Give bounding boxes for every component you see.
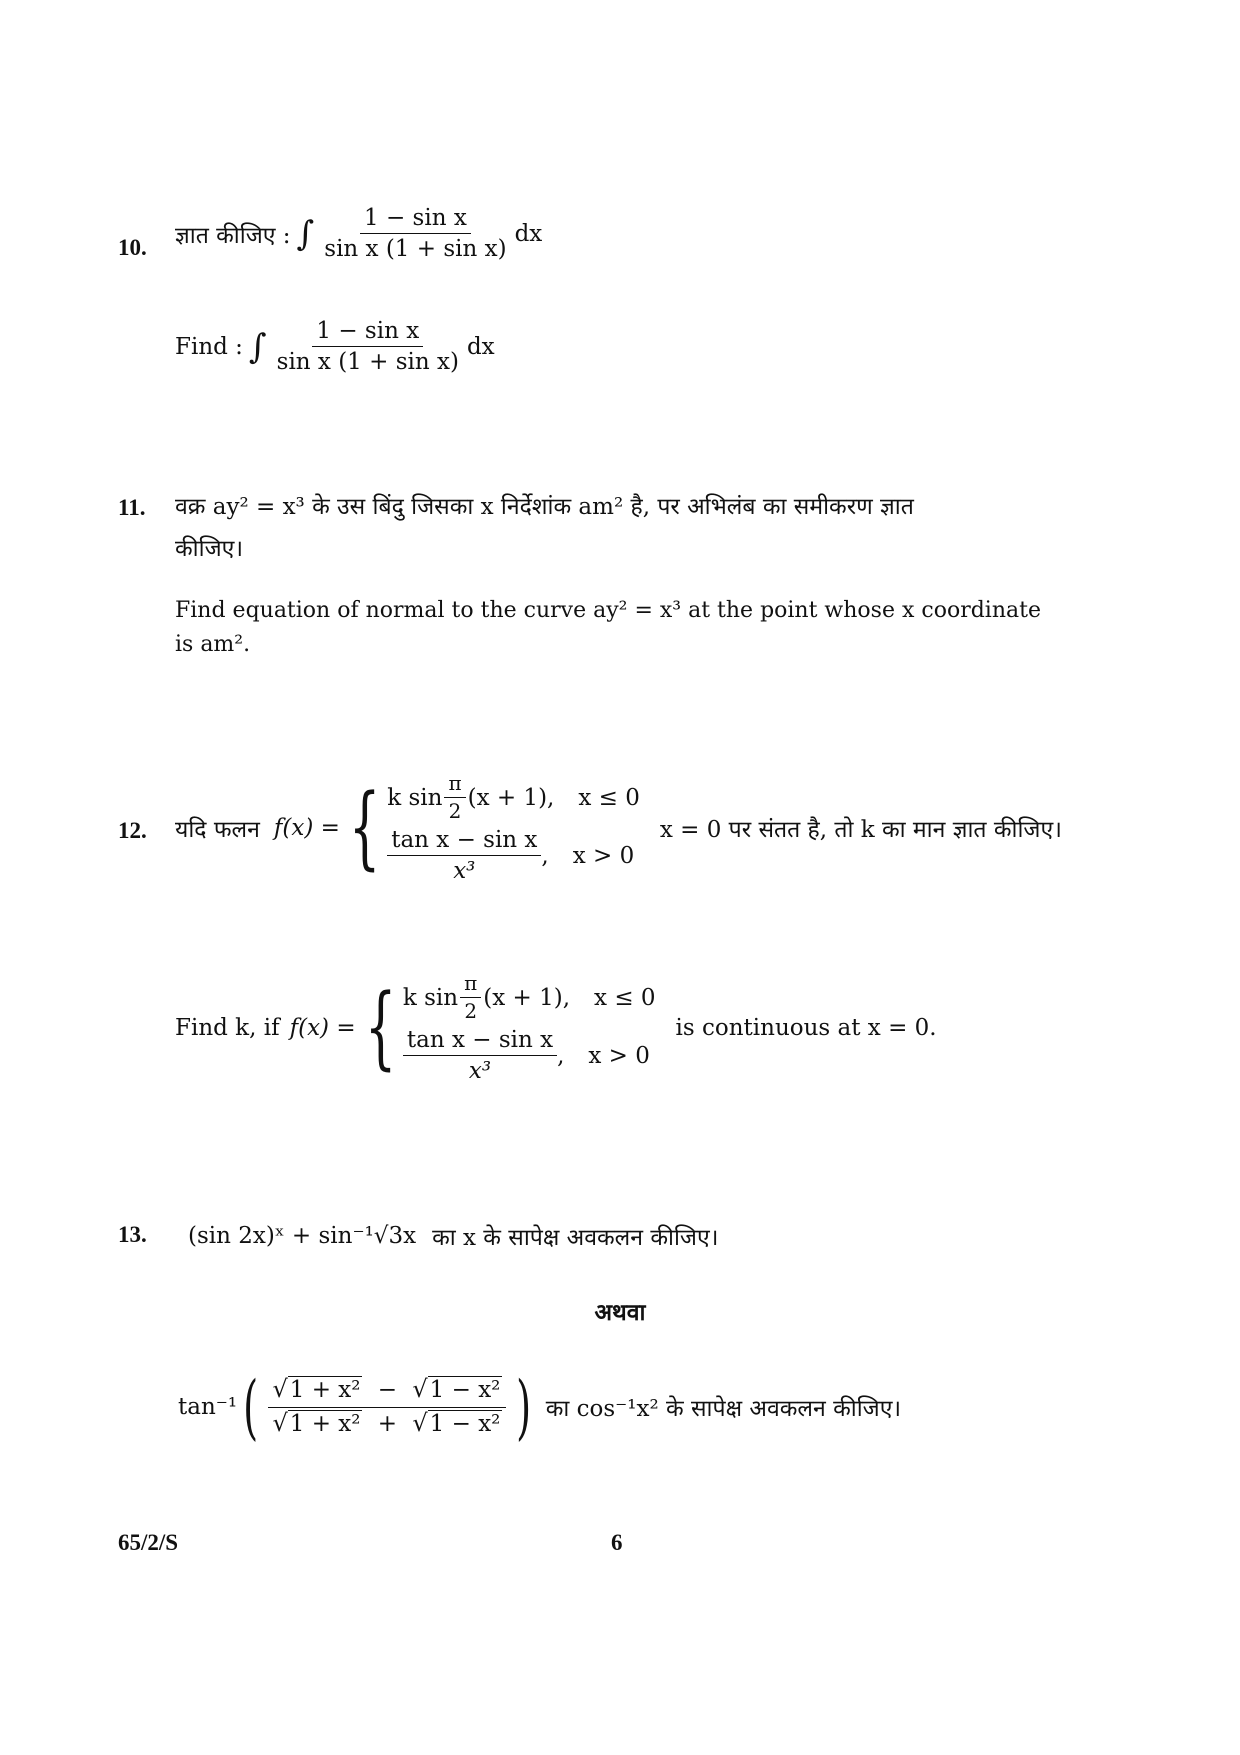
q11-english-line1: Find equation of normal to the curve ay² = x³ at the point whose x coordinate	[175, 598, 1041, 623]
fraction-denominator: 2	[464, 999, 478, 1023]
piecewise-cases	[387, 772, 640, 885]
q10-fraction	[320, 205, 510, 263]
sqrt: √ 1 − x²	[412, 1374, 501, 1403]
q11-english-line2: is am².	[175, 632, 251, 657]
comma: ,	[557, 1042, 565, 1069]
fraction-denominator	[268, 1408, 506, 1439]
fraction-denominator: x³	[453, 858, 476, 885]
fraction-numerator: π	[460, 972, 481, 998]
q11-hindi-text	[175, 486, 1075, 570]
question-number: 11.	[118, 495, 146, 520]
q12-hindi-prefix: यदि फलन	[175, 817, 260, 844]
q12-english-suffix: is continuous at x = 0.	[675, 1015, 937, 1042]
function-label: f(x) =	[289, 1015, 356, 1042]
fraction-denominator: 2	[448, 799, 462, 823]
q11-hindi-line2: कीजिए।	[175, 536, 244, 562]
fraction-numerator: 1 − sin x	[360, 205, 471, 234]
case-fraction	[403, 1027, 557, 1085]
q12-english-prefix: Find k, if	[175, 1015, 280, 1042]
or-label: अथवा	[594, 1299, 646, 1326]
case-condition: x > 0	[572, 842, 635, 869]
fraction-denominator: sin x (1 + sin x)	[276, 349, 459, 376]
paper-code: 65/2/S	[118, 1530, 179, 1555]
q13-line	[188, 1220, 718, 1252]
q12-hindi-suffix: x = 0 पर संतत है, तो k का मान ज्ञात कीजिए।	[659, 817, 1062, 844]
fraction-denominator: sin x (1 + sin x)	[324, 236, 507, 263]
pi-over-two	[444, 772, 465, 823]
left-paren: (	[243, 1366, 259, 1448]
q13-hindi-suffix: का x के सापेक्ष अवकलन कीजिए।	[432, 1225, 719, 1251]
integral-sign: ∫	[248, 326, 267, 367]
q12-hindi-line	[175, 772, 1062, 885]
case-condition: x ≤ 0	[578, 784, 640, 811]
sqrt: √ 1 − x²	[412, 1408, 501, 1437]
q10-fraction	[273, 318, 463, 376]
case-2	[387, 827, 640, 885]
sqrt: √ 1 + x²	[272, 1408, 361, 1437]
page-number: 6	[611, 1530, 623, 1555]
alt-function: tan⁻¹	[178, 1394, 238, 1420]
question-number: 10.	[118, 235, 147, 260]
case-condition: x > 0	[588, 1042, 650, 1069]
right-paren: )	[516, 1366, 532, 1448]
function-label: f(x) =	[273, 815, 340, 842]
dx: dx	[514, 220, 543, 247]
q11-english-text	[175, 590, 1095, 666]
comma: ,	[541, 842, 549, 869]
fraction-numerator: π	[444, 772, 465, 798]
q13-expression: (sin 2x)ˣ + sin⁻¹√3x	[188, 1223, 417, 1249]
sqrt: √ 1 + x²	[272, 1374, 361, 1403]
q10-hindi-prefix: ज्ञात कीजिए :	[175, 222, 291, 249]
case-1	[403, 972, 656, 1023]
q10-english-line	[175, 318, 495, 376]
q10-hindi-line	[175, 205, 542, 263]
fraction-numerator: tan x − sin x	[403, 1027, 557, 1056]
case-condition: x ≤ 0	[594, 984, 656, 1011]
left-brace: {	[364, 975, 396, 1081]
q12-english-line	[175, 972, 937, 1085]
operator: +	[377, 1410, 398, 1437]
case-expression: (x + 1),	[483, 984, 571, 1011]
operator: −	[377, 1376, 398, 1403]
question-number: 12.	[118, 818, 147, 843]
fraction-numerator	[268, 1376, 506, 1408]
alt-fraction	[268, 1376, 506, 1438]
q10-english-prefix: Find :	[175, 333, 243, 360]
alt-suffix: का cos⁻¹x² के सापेक्ष अवकलन कीजिए।	[545, 1396, 902, 1422]
case-1	[387, 772, 640, 823]
q11-hindi-line1: वक्र ay² = x³ के उस बिंदु जिसका x निर्देशांक am² है, पर अभिलंब का समीकरण ज्ञात	[175, 494, 914, 520]
fraction-denominator: x³	[468, 1058, 492, 1085]
question-number: 13.	[118, 1222, 147, 1247]
pi-over-two	[460, 972, 481, 1023]
case-expression: (x + 1),	[467, 784, 555, 811]
case-fraction	[387, 827, 541, 885]
dx: dx	[466, 333, 495, 360]
case-2	[403, 1027, 656, 1085]
fraction-numerator: 1 − sin x	[312, 318, 423, 347]
fraction-numerator: tan x − sin x	[387, 827, 541, 856]
left-brace: {	[348, 775, 381, 881]
case-expression: k sin	[387, 784, 443, 811]
case-expression: k sin	[402, 984, 459, 1011]
integral-sign: ∫	[296, 213, 315, 254]
q13-alt-line	[178, 1366, 902, 1448]
piecewise-cases	[403, 972, 656, 1085]
